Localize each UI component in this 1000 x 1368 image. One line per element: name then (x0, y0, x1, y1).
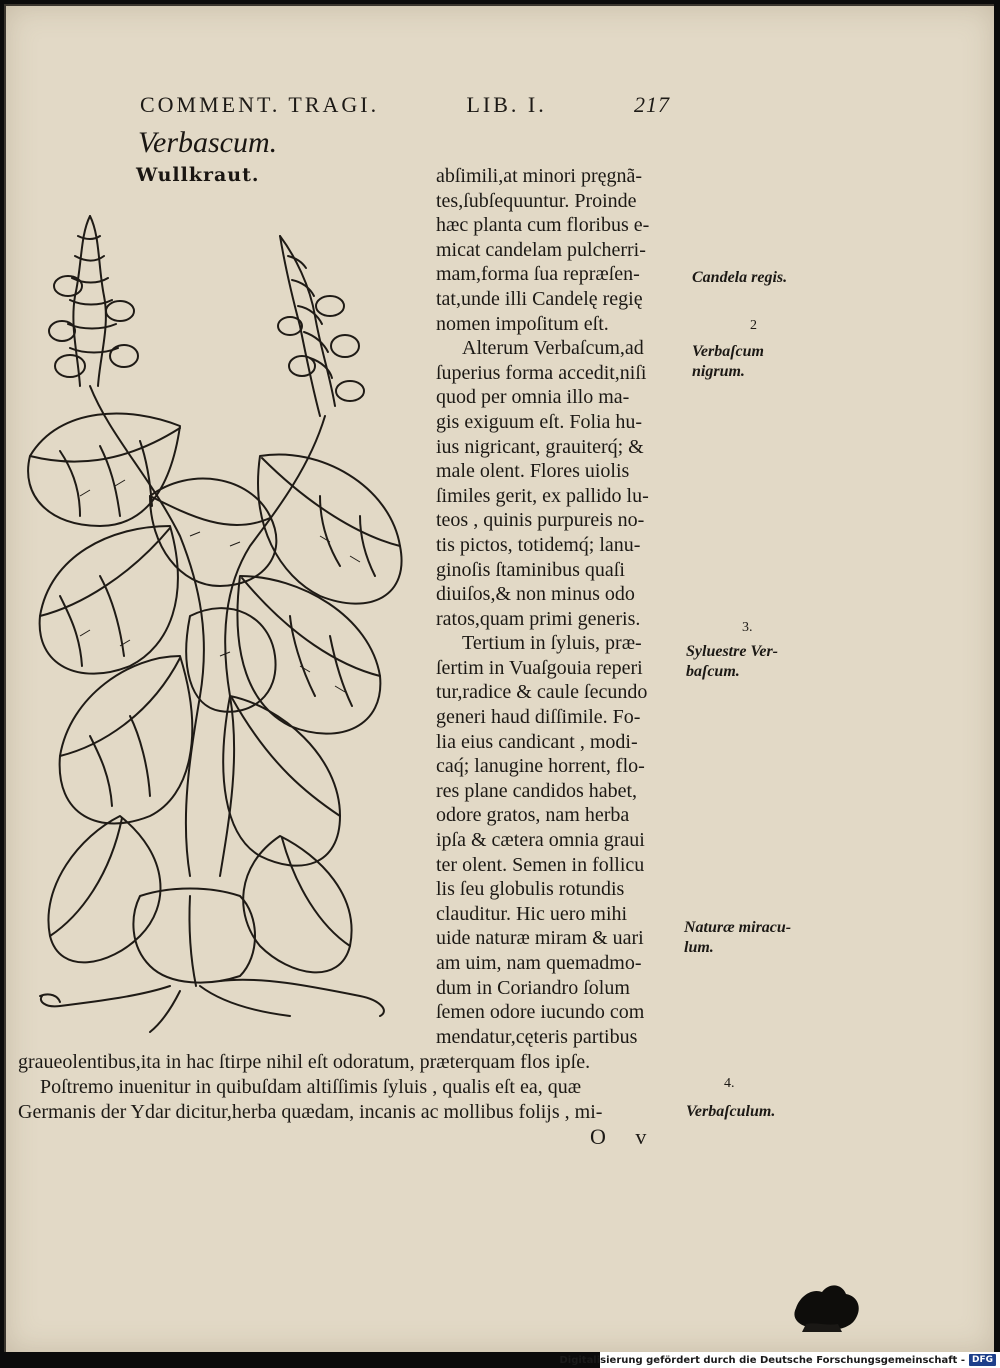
dfg-logo: DFG (969, 1354, 996, 1366)
text-line: lia eius candicant , modi- (436, 730, 638, 753)
margin-note-verbascum-nigrum: Verbaſcum nigrum. (692, 343, 764, 380)
text-line: abſimili,at minori pręgnã- (436, 165, 643, 187)
text-line: mam,forma ſua repræſen- (436, 263, 640, 286)
margin-note-verbasculum: Verbaſculum. (686, 1103, 776, 1120)
text-line: micat candelam pulcherri- (436, 238, 646, 261)
text-line: lis ſeu globulis rotundis (436, 878, 625, 901)
footer-credit: Digitalisierung gefördert durch die Deutsche Forschungsgemeinschaft - (559, 1354, 965, 1366)
text-line: clauditur. Hic uero mihi (436, 902, 628, 925)
text-line: generi haud diſſimile. Fo- (436, 706, 641, 729)
text-line: Poſtremo inuenitur in quibuſdam altiſſimis ſyluis , qualis eſt ea, quæ (40, 1076, 582, 1098)
text-line: odore gratos, nam herba (436, 804, 630, 827)
mullein-woodcut-illustration (20, 196, 430, 1036)
text-line: hæc planta cum floribus e- (436, 214, 650, 237)
text-line: ius nigricant, grauiterq́; & (436, 435, 644, 458)
text-line: Germanis der Ydar dicitur,herba quædam, incanis ac mollibus folijs , mi- (18, 1101, 603, 1123)
folio-number: 217 (634, 92, 670, 117)
running-head (140, 92, 670, 118)
text-line: ipſa & cætera omnia graui (436, 829, 645, 852)
text-line: tat,unde illi Candelę regię (436, 287, 643, 310)
text-line: tes,ſubſequuntur. Proinde (436, 189, 637, 212)
text-line: uide naturæ miram & uari (436, 927, 644, 950)
text-line: nomen impoſitum eſt. (436, 312, 609, 335)
text-line: male olent. Flores uiolis (436, 460, 630, 483)
text-line: diuiſos,& non minus odo (436, 583, 635, 606)
text-line: ſuperius forma accedit,niſi (436, 361, 647, 384)
digitization-footer (559, 1352, 1000, 1368)
text-line: mendatur,cęteris partibus (436, 1025, 638, 1048)
text-line: ter olent. Semen in follicu (436, 853, 645, 876)
text-line: teos , quinis purpureis no- (436, 509, 645, 532)
text-line: ſimiles gerit, ex pallido lu- (436, 484, 649, 507)
text-line: am uim, nam quemadmo- (436, 952, 642, 974)
text-line: ſemen odore iucundo com (436, 1001, 645, 1024)
signature-mark: O v (590, 1124, 659, 1149)
margin-note-number: 4. (724, 1076, 735, 1091)
text-line: res plane candidos habet, (436, 779, 638, 802)
main-text-column (436, 164, 686, 1049)
text-line: gis exiguum eſt. Folia hu- (436, 410, 643, 433)
text-line: quod per omnia illo ma- (436, 386, 630, 409)
text-line: tur,radice & caule ſecundo (436, 681, 648, 704)
margin-note-number: 2 (750, 318, 757, 333)
text-line: ratos,quam primi generis. (436, 607, 641, 630)
book-page (4, 4, 994, 1352)
plant-title-latin: Verbascum. (138, 126, 278, 159)
plant-title-german: Wullkraut. (136, 164, 260, 186)
running-head-book: LIB. I. (466, 92, 547, 117)
text-line: dum in Coriandro ſolum (436, 976, 630, 999)
text-line: tis pictos, totidemq́; lanu- (436, 533, 641, 556)
ink-blot-stain (786, 1278, 866, 1334)
text-line: caq́; lanugine horrent, flo- (436, 755, 645, 778)
text-line: Alterum Verbaſcum,ad (462, 337, 644, 360)
margin-note-naturae-miraculum: Naturæ miracu-lum. (684, 919, 792, 956)
margin-note-sylvestre-verbascum: Syluestre Ver-baſcum. (686, 643, 778, 680)
text-line: graueolentibus,ita in hac ſtirpe nihil eſt odoratum, præterquam flos ipſe. (18, 1051, 591, 1073)
full-width-text (18, 1050, 688, 1125)
text-line: Tertium in ſyluis, præ- (462, 632, 642, 655)
margin-note-number: 3. (742, 620, 753, 635)
margin-note-candela-regis: Candela regis. (692, 269, 788, 286)
running-head-title: COMMENT. TRAGI. (140, 92, 380, 117)
text-line: ginoſis ſtaminibus quaſi (436, 558, 625, 581)
text-line: ſertim in Vuaſgouia reperi (436, 656, 643, 679)
